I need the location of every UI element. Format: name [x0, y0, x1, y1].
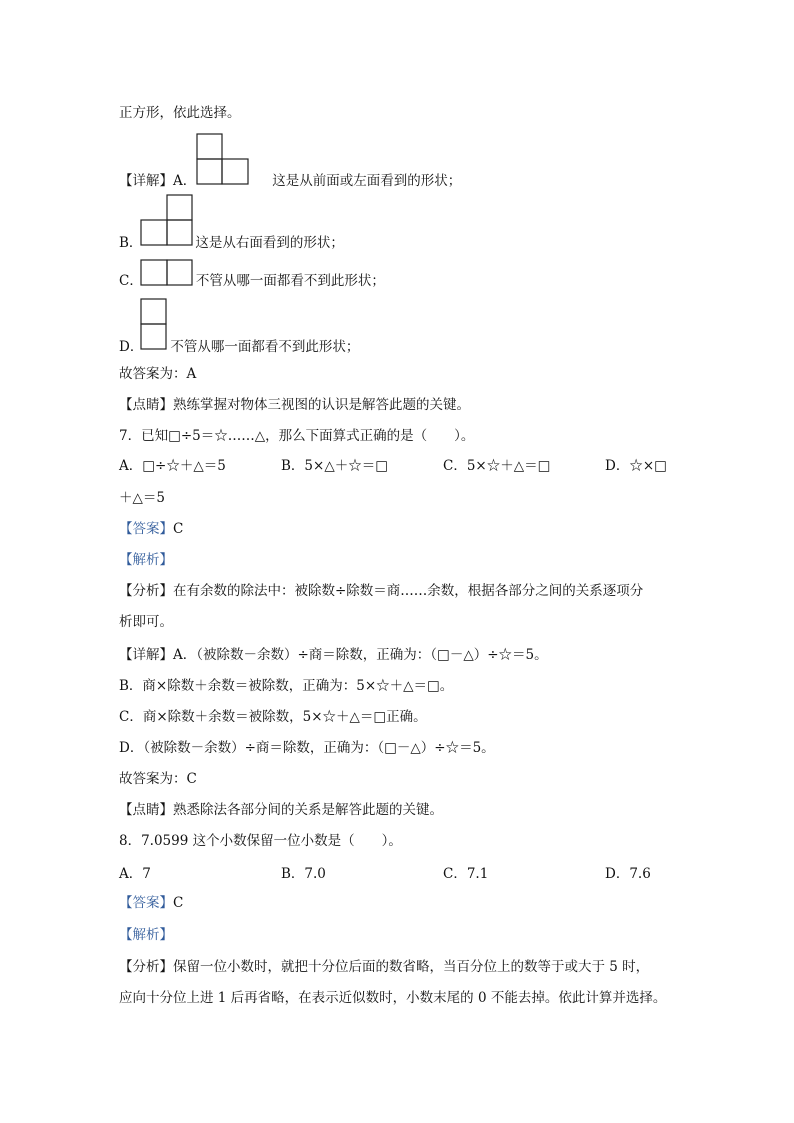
detail-a-line [119, 172, 461, 190]
q7-answer-line [119, 520, 183, 538]
detail-a-prefix: 【详解】A． [119, 173, 197, 189]
q7-answer-value: C [173, 521, 184, 537]
point-6-line [119, 396, 470, 414]
figure-c-shape [140, 259, 194, 286]
point-6-text: 熟练掌握对物体三视图的认识是解答此题的关键。 [173, 397, 470, 413]
q7-option-c: C．5×☆＋△＝□ [443, 458, 551, 474]
figure-a-shape [196, 133, 250, 185]
detail-b-prefix: B． [119, 235, 143, 251]
point-6-tag: 【点睛】 [119, 397, 173, 413]
q7-point-tag: 【点睛】 [119, 802, 173, 818]
q8-analysis-line-1 [119, 958, 649, 976]
q8-analysis-text: 保留一位小数时，就把十分位后面的数省略，当百分位上的数等于或大于 5 时， [173, 959, 650, 975]
detail-b-text: 这是从右面看到的形状； [195, 235, 344, 251]
q7-analysis-line-1 [119, 582, 643, 600]
q7-answer-tag: 【答案】 [119, 521, 173, 537]
q7-point-text: 熟悉除法各部分间的关系是解答此题的关键。 [173, 802, 443, 818]
q7-detail-a [119, 646, 548, 664]
text-line: 正方形，依此选择。 [119, 105, 241, 121]
q7-option-a: A．□÷☆＋△＝5 [119, 458, 226, 474]
q7-point-line [119, 801, 443, 819]
q7-option-b: B．5×△＋☆＝□ [281, 458, 388, 474]
detail-a-text: 这是从前面或左面看到的形状； [272, 173, 462, 189]
q7-detail-c: C．商×除数＋余数＝被除数，5×☆＋△＝□正确。 [119, 709, 427, 725]
detail-d-prefix: D． [119, 339, 144, 355]
q8-analysis-label: 【分析】 [119, 959, 173, 975]
q8-answer-tag: 【答案】 [119, 895, 173, 911]
figure-d-shape [140, 298, 168, 350]
q7-option-d: D．☆×□ [605, 458, 667, 474]
figure-b-shape [140, 194, 194, 246]
q8-option-b: B．7.0 [281, 866, 326, 882]
q8-question: 8．7.0599 这个小数保留一位小数是（ ）。 [119, 833, 402, 849]
q8-analysis-line-2: 应向十分位上进 1 后再省略，在表示近似数时，小数末尾的 0 不能去掉。依此计算并选择。 [119, 990, 667, 1006]
detail-c-text: 不管从哪一面都看不到此形状； [195, 273, 385, 289]
q7-final: 故答案为：C [119, 771, 197, 787]
q7-detail-b: B．商×除数＋余数＝被除数，正确为：5×☆＋△＝□。 [119, 678, 454, 694]
q8-option-c: C．7.1 [443, 866, 489, 882]
q7-question: 7．已知□÷5＝☆……△，那么下面算式正确的是（ ）。 [119, 428, 475, 444]
q8-analysis-tag: 【解析】 [119, 927, 173, 943]
q7-detail-label: 【详解】 [119, 647, 173, 663]
q7-analysis-line-2: 析即可。 [119, 614, 173, 630]
q7-analysis-label: 【分析】 [119, 583, 173, 599]
detail-c-prefix: C． [119, 273, 143, 289]
q7-analysis-text: 在有余数的除法中：被除数÷除数＝商……余数，根据各部分之间的关系逐项分 [173, 583, 644, 599]
q8-answer-value: C [173, 895, 184, 911]
q8-answer-line [119, 894, 183, 912]
detail-d-text: 不管从哪一面都看不到此形状； [170, 339, 360, 355]
q8-option-a: A．7 [119, 866, 151, 882]
q8-option-d: D．7.6 [605, 866, 651, 882]
q7-detail-d: D．（被除数－余数）÷商＝除数，正确为：（□－△）÷☆＝5。 [119, 740, 495, 756]
q7-option-d-cont: ＋△＝5 [119, 490, 165, 506]
q7-analysis-tag: 【解析】 [119, 552, 173, 568]
q7-detail-a-text: A．（被除数－余数）÷商＝除数，正确为：（□－△）÷☆＝5。 [173, 647, 548, 663]
answer-6: 故答案为：A [119, 366, 197, 382]
